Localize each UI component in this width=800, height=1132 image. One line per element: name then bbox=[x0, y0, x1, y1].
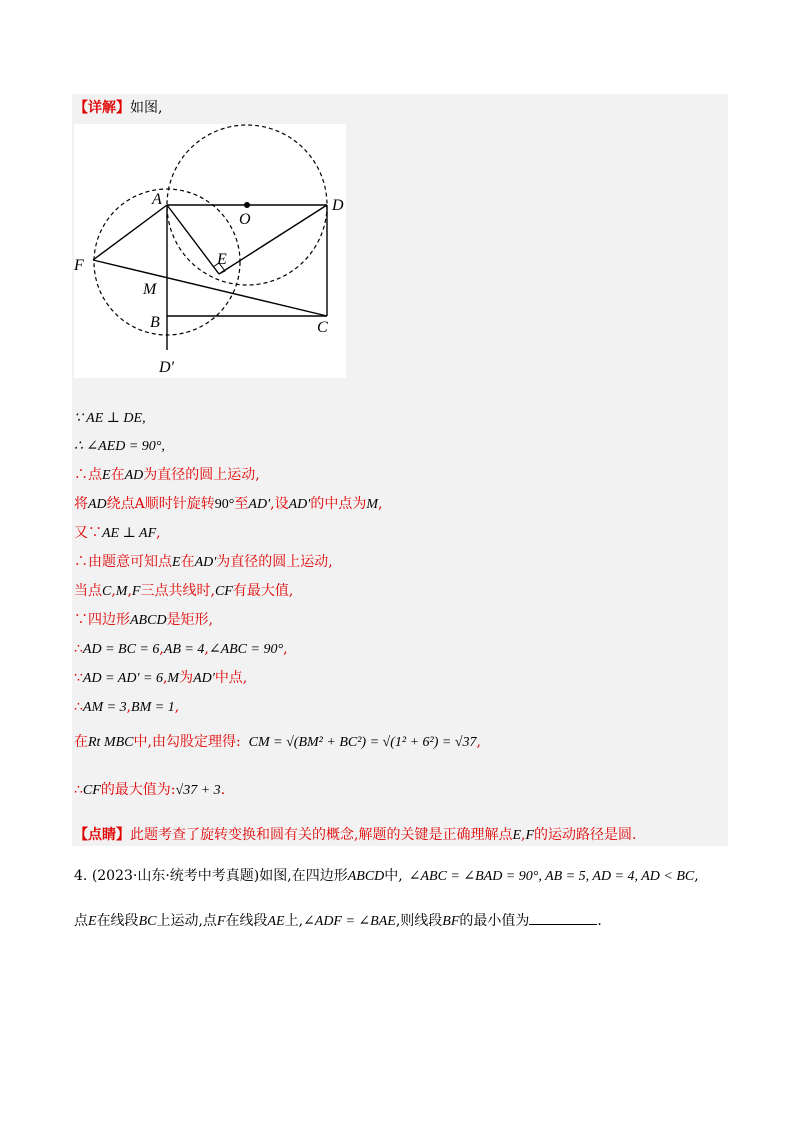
solution-line-10: ∵AD = AD′ = 6,M为AD′中点, bbox=[74, 670, 248, 686]
comment-line: 【点睛】此题考查了旋转变换和圆有关的概念,解题的关键是正确理解点E,F的运动路径是圆. bbox=[74, 827, 637, 843]
solution-line-3: ∴点E在AD为直径的圆上运动, bbox=[74, 467, 260, 483]
question-source: (2023·山东·统考中考真题) bbox=[91, 868, 260, 884]
label-o: O bbox=[239, 211, 251, 228]
solution-line-12: 在Rt MBC中,由勾股定理得: CM = √(BM² + BC²) = √(1² + 6²) = √37, bbox=[74, 734, 481, 750]
solution-line-4: 将AD绕点A顺时针旋转90°至AD′,设AD′的中点为M, bbox=[74, 496, 383, 512]
label-c: C bbox=[317, 319, 328, 336]
solution-line-13: ∴CF的最大值为:√37 + 3. bbox=[74, 782, 226, 798]
solution-line-11: ∴AM = 3,BM = 1, bbox=[74, 699, 180, 715]
solution-line-5: 又∵AE ⊥ AF, bbox=[74, 525, 161, 541]
label-d-prime: D′ bbox=[159, 359, 175, 376]
answer-blank[interactable] bbox=[529, 910, 597, 925]
detail-bracket: 【详解】 bbox=[74, 100, 130, 116]
solution-line-2: ∴ ∠AED = 90°, bbox=[74, 439, 165, 454]
comment-bracket: 【点睛】 bbox=[74, 827, 130, 843]
solution-line-6: ∴由题意可知点E在AD′为直径的圆上运动, bbox=[74, 554, 333, 570]
label-d: D bbox=[332, 197, 344, 214]
solution-line-7: 当点C,M,F三点共线时,CF有最大值, bbox=[74, 583, 294, 599]
question-number: 4. bbox=[74, 868, 88, 884]
label-e: E bbox=[217, 251, 227, 268]
label-m: M bbox=[143, 281, 157, 298]
detail-text: 如图, bbox=[130, 100, 163, 116]
point-o bbox=[244, 202, 250, 208]
label-b: B bbox=[150, 314, 160, 331]
geometry-diagram bbox=[74, 124, 346, 378]
label-f: F bbox=[74, 257, 84, 274]
solution-line-1: ∵ AE ⊥ DE, bbox=[74, 411, 146, 426]
label-a: A bbox=[152, 191, 162, 208]
question-4-line-2: 点E在线段BC上运动,点F在线段AE上,∠ADF = ∠BAE,则线段BF的最小值为 . bbox=[74, 910, 602, 932]
geometry-figure bbox=[74, 124, 346, 378]
solution-header bbox=[74, 98, 162, 118]
solution-line-9: ∴AD = BC = 6,AB = 4,∠ABC = 90°, bbox=[74, 641, 288, 657]
solution-line-8: ∵四边形ABCD是矩形, bbox=[74, 612, 214, 628]
question-4-line-1: 4. (2023·山东·统考中考真题)如图,在四边形ABCD中, ∠ABC = ∠BAD = 90°, AB = 5, AD = 4, AD < BC, bbox=[74, 868, 699, 884]
